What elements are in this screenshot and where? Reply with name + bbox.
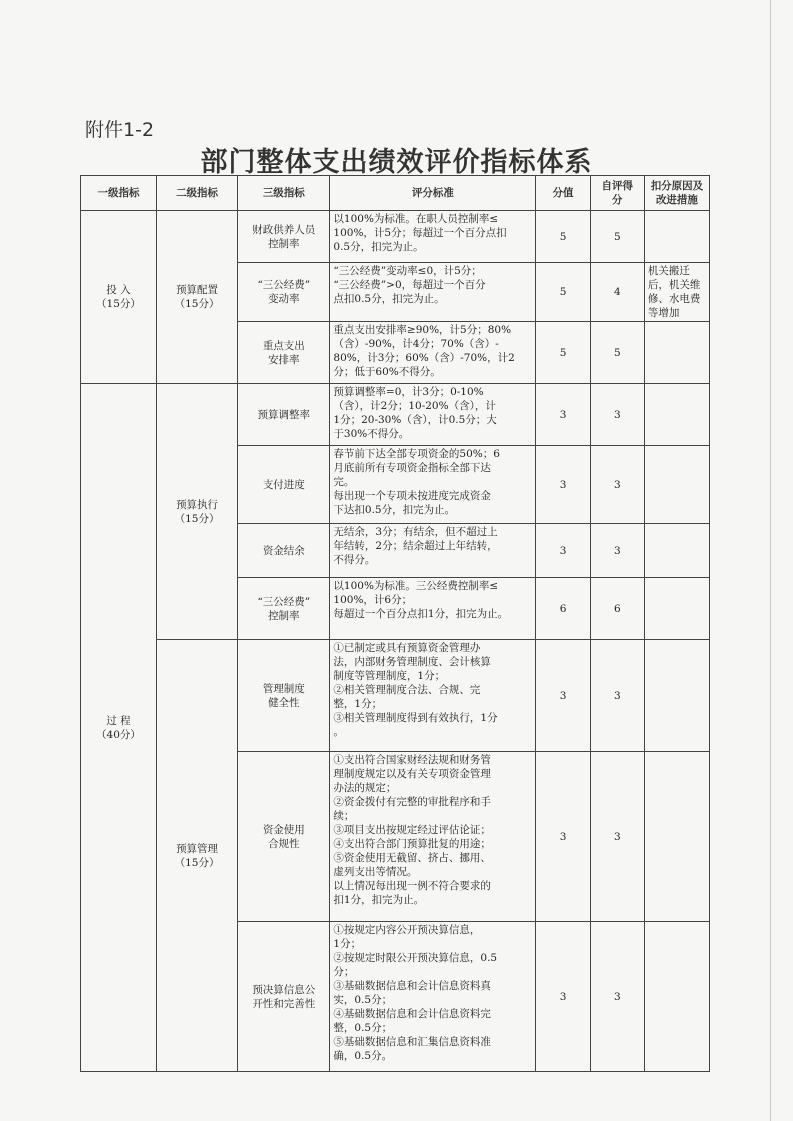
- header-score: 分值: [536, 176, 590, 211]
- table-row: [81, 384, 710, 446]
- level1-input: 投 入 （15分）: [81, 211, 157, 384]
- header-self-score: 自评得 分: [590, 176, 644, 211]
- self-score-value: 3: [590, 640, 644, 752]
- scoring-standard: 重点支出安排率≥90%，计5分；80% （含）-90%，计4分；70%（含）- 80%，计3分；60%（含）-70%，计2 分；低于60%不得分。: [330, 322, 536, 384]
- scoring-standard: 以100%为标准。三公经费控制率≤ 100%，计6分； 每超过一个百分点扣1分，扣完为止。: [330, 578, 536, 640]
- table-row: [81, 640, 710, 752]
- self-score-value: 3: [590, 922, 644, 1072]
- header-level2: 二级指标: [156, 176, 237, 211]
- deduction-reason: [644, 640, 709, 752]
- attachment-label: 附件1-2: [85, 119, 155, 141]
- self-score-value: 6: [590, 578, 644, 640]
- self-score-value: 5: [590, 322, 644, 384]
- score-value: 3: [536, 446, 590, 524]
- score-value: 3: [536, 640, 590, 752]
- table-header-row: [81, 176, 710, 211]
- score-value: 5: [536, 322, 590, 384]
- scoring-standard: 无结余，3分；有结余，但不超过上 年结转，2分；结余超过上年结转， 不得分。: [330, 524, 536, 578]
- level3-name: 预算调整率: [238, 384, 330, 446]
- header-standard: 评分标准: [330, 176, 536, 211]
- deduction-reason: 机关搬迁 后，机关维 修、水电费 等增加: [644, 263, 709, 322]
- deduction-reason: [644, 524, 709, 578]
- scan-edge-line: [770, 0, 771, 1121]
- self-score-value: 5: [590, 211, 644, 263]
- score-value: 5: [536, 263, 590, 322]
- scoring-standard: 春节前下达全部专项资金的50%；6 月底前所有专项资金指标全部下达 完。 每出现一个专项未按进度完成资金 下达扣0.5分，扣完为止。: [330, 446, 536, 524]
- header-level1: 一级指标: [81, 176, 157, 211]
- deduction-reason: [644, 922, 709, 1072]
- score-value: 3: [536, 922, 590, 1072]
- deduction-reason: [644, 384, 709, 446]
- level3-name: 资金结余: [238, 524, 330, 578]
- level3-name: 预决算信息公 开性和完善性: [238, 922, 330, 1072]
- level3-name: 财政供养人员 控制率: [238, 211, 330, 263]
- score-value: 3: [536, 524, 590, 578]
- self-score-value: 3: [590, 524, 644, 578]
- level3-name: 管理制度 健全性: [238, 640, 330, 752]
- scoring-standard: 预算调整率=0，计3分；0-10% （含），计2分；10-20%（含），计 1分；20-30%（含），计0.5分；大 于30%不得分。: [330, 384, 536, 446]
- scoring-standard: ①按规定内容公开预决算信息， 1分； ②按规定时限公开预决算信息，0.5 分； ③基础数据信息和会计信息资料真 实，0.5分； ④基础数据信息和会计信息资料完 整，0.5分； ⑤基础数据信息和汇集信息资料准 确，0.5分。: [330, 922, 536, 1072]
- self-score-value: 3: [590, 752, 644, 922]
- table-row: [81, 211, 710, 263]
- scoring-standard: “三公经费”变动率≤0，计5分； “三公经费”>0，每超过一个百分 点扣0.5分，扣完为止。: [330, 263, 536, 322]
- score-value: 3: [536, 752, 590, 922]
- header-reason: 扣分原因及 改进措施: [644, 176, 709, 211]
- deduction-reason: [644, 446, 709, 524]
- level2-budget-mgmt: 预算管理 （15分）: [156, 640, 237, 1072]
- scoring-standard: ①已制定或具有预算资金管理办 法，内部财务管理制度、会计核算 制度等管理制度，1分； ②相关管理制度合法、合规、完 整，1分； ③相关管理制度得到有效执行，1分 。: [330, 640, 536, 752]
- self-score-value: 4: [590, 263, 644, 322]
- level1-process: 过 程 （40分）: [81, 384, 157, 1072]
- header-level3: 三级指标: [238, 176, 330, 211]
- deduction-reason: [644, 752, 709, 922]
- deduction-reason: [644, 322, 709, 384]
- level2-budget-config: 预算配置 （15分）: [156, 211, 237, 384]
- self-score-value: 3: [590, 384, 644, 446]
- scoring-standard: 以100%为标准。在职人员控制率≤ 100%，计5分；每超过一个百分点扣 0.5分，扣完为止。: [330, 211, 536, 263]
- level3-name: “三公经费” 变动率: [238, 263, 330, 322]
- score-value: 6: [536, 578, 590, 640]
- level3-name: 资金使用 合规性: [238, 752, 330, 922]
- indicator-table: [80, 175, 710, 1072]
- scoring-standard: ①支出符合国家财经法规和财务管 理制度规定以及有关专项资金管理 办法的规定； ②资金拨付有完整的审批程序和手 续； ③项目支出按规定经过评估论证； ④支出符合部门预算批复的用途； ⑤资金使用无截留、挤占、挪用、 虚列支出等情况。 以上情况每出现一例不符合要求的 扣1分，扣完为止。: [330, 752, 536, 922]
- level3-name: 支付进度: [238, 446, 330, 524]
- level3-name: “三公经费” 控制率: [238, 578, 330, 640]
- deduction-reason: [644, 211, 709, 263]
- document-title: 部门整体支出绩效评价指标体系: [200, 147, 593, 178]
- score-value: 3: [536, 384, 590, 446]
- level2-budget-exec: 预算执行 （15分）: [156, 384, 237, 640]
- level3-name: 重点支出 安排率: [238, 322, 330, 384]
- self-score-value: 3: [590, 446, 644, 524]
- score-value: 5: [536, 211, 590, 263]
- deduction-reason: [644, 578, 709, 640]
